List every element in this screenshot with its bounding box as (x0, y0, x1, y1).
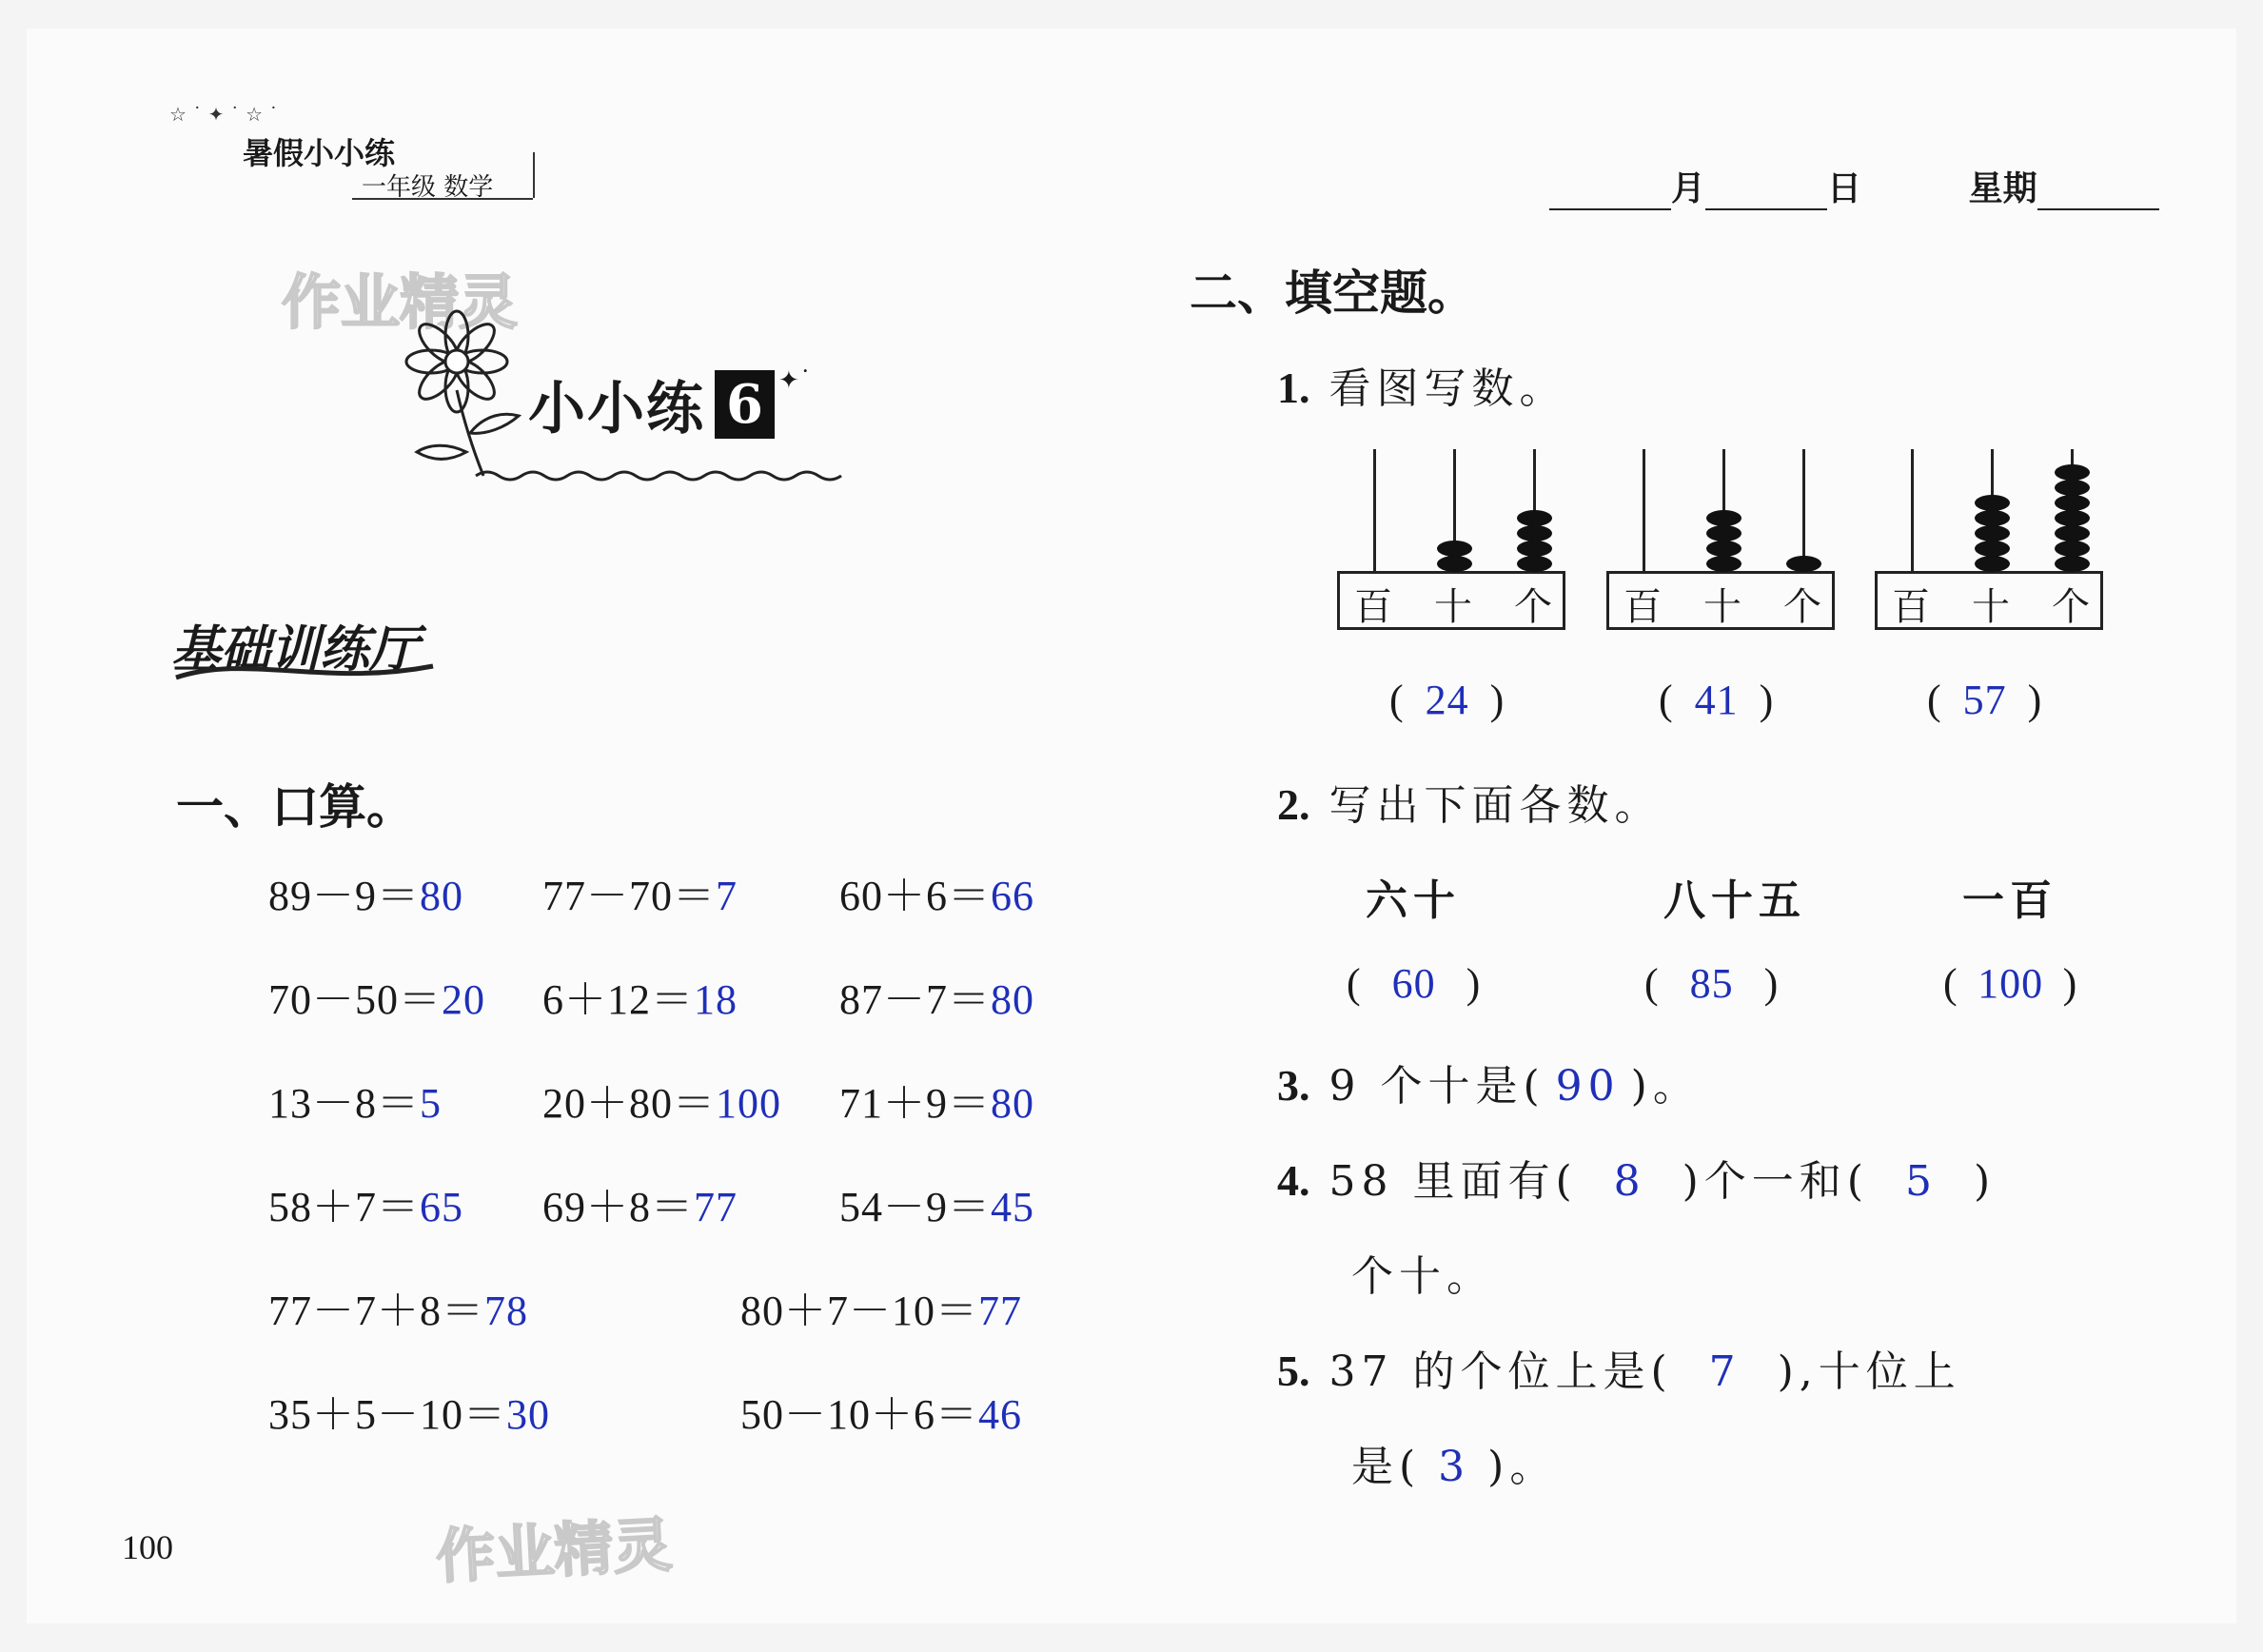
place-label: 个 (1783, 585, 1821, 629)
paren-close: ) (1489, 677, 1505, 723)
calc-expression: 58＋7＝ (268, 1184, 420, 1230)
abacus-bead (2055, 556, 2090, 572)
calc-answer[interactable]: 30 (506, 1391, 550, 1438)
q2-prompt (1277, 771, 1663, 832)
place-label: 十 (1703, 585, 1742, 629)
number-word: 六十 (1366, 876, 1461, 925)
number-answer-value[interactable]: 85 (1689, 960, 1734, 1007)
paren-open: ( (1943, 960, 1958, 1007)
paren-close: ) (1466, 960, 1482, 1007)
calc-answer[interactable]: 7 (716, 873, 738, 919)
calc-item (839, 1172, 1034, 1233)
abacus-bead (1975, 541, 2010, 557)
calc-expression: 60＋6＝ (839, 873, 991, 919)
q2-text: 写出下面各数。 (1328, 781, 1663, 830)
q5-mid: ),十位上 (1777, 1347, 1961, 1396)
banner-swoosh (171, 659, 438, 687)
abacus-bead (2055, 480, 2090, 496)
abacus-bead (1437, 556, 1472, 572)
calc-answer[interactable]: 5 (420, 1080, 442, 1127)
abacus-bead (1975, 525, 2010, 541)
calc-item (839, 1069, 1034, 1130)
weekday-blank[interactable] (2037, 180, 2159, 210)
calc-item (839, 965, 1034, 1026)
calc-answer[interactable]: 46 (978, 1391, 1022, 1438)
q5-line2 (1351, 1432, 1557, 1493)
paren-open: ( (1927, 677, 1942, 723)
calc-expression: 70－50＝ (268, 976, 442, 1023)
place-label: 个 (2052, 585, 2090, 629)
calc-answer[interactable]: 66 (991, 873, 1034, 919)
abacus-bead (2055, 495, 2090, 511)
number-word: 一百 (1962, 876, 2057, 925)
place-label: 百 (1892, 585, 1930, 629)
q5-answer-2[interactable]: 3 (1438, 1443, 1471, 1491)
q3-post: )。 (1630, 1062, 1701, 1111)
q3-answer[interactable]: 90 (1555, 1062, 1621, 1111)
subtitle: 一年级 数学 (362, 173, 494, 202)
q4-pre: 58 里面有( (1328, 1157, 1578, 1206)
calc-item (268, 1172, 463, 1233)
calc-item (839, 861, 1034, 922)
calc-expression: 71＋9＝ (839, 1080, 991, 1127)
day-label: 日 (1827, 169, 1862, 208)
calc-expression: 69＋8＝ (542, 1184, 694, 1230)
abacus-bead (1975, 556, 2010, 572)
q5-answer-1[interactable]: 7 (1708, 1347, 1742, 1396)
q4-answer-2[interactable]: 5 (1904, 1157, 1938, 1206)
calc-expression: 35＋5－10＝ (268, 1391, 506, 1438)
lesson-number: 6 (715, 370, 775, 439)
calc-answer[interactable]: 78 (484, 1288, 528, 1334)
month-label: 月 (1671, 169, 1706, 208)
calc-expression: 87－7＝ (839, 976, 991, 1023)
number-answer (1644, 959, 1779, 1008)
number-word: 八十五 (1663, 876, 1806, 925)
calc-answer[interactable]: 80 (991, 1080, 1034, 1127)
calc-answer[interactable]: 77 (978, 1288, 1022, 1334)
q5-line2-post: )。 (1487, 1443, 1558, 1491)
calc-answer[interactable]: 45 (991, 1184, 1034, 1230)
calc-item (542, 861, 738, 922)
calc-expression: 89－9＝ (268, 873, 420, 919)
calc-item (740, 1276, 1022, 1337)
calc-answer[interactable]: 80 (420, 873, 463, 919)
q5-line2-pre: 是( (1351, 1443, 1422, 1491)
place-label: 百 (1623, 585, 1662, 629)
abacus-rod (1643, 449, 1645, 573)
abacus-bead (1517, 510, 1552, 526)
q4-post: ) (1973, 1157, 1997, 1206)
abacus-answer (1659, 676, 1774, 724)
abacus-bead (2055, 541, 2090, 557)
abacus-bead (1706, 525, 1742, 541)
paren-open: ( (1644, 960, 1660, 1007)
calc-item (268, 861, 463, 922)
header-divider (352, 198, 533, 200)
calc-item (268, 965, 485, 1026)
calc-item (268, 1069, 442, 1130)
calc-item (542, 1069, 781, 1130)
q4-line2: 个十。 (1351, 1252, 1494, 1301)
calc-expression: 50－10＋6＝ (740, 1391, 978, 1438)
abacus-answer-value[interactable]: 24 (1425, 677, 1469, 723)
calc-item (268, 1276, 528, 1337)
lesson-title-badge (528, 364, 812, 445)
calc-item (542, 965, 738, 1026)
calc-expression: 13－8＝ (268, 1080, 420, 1127)
q4-line (1277, 1147, 1996, 1208)
calc-item (268, 1380, 550, 1441)
paren-close: ) (1763, 960, 1780, 1007)
abacus-bead (1437, 541, 1472, 557)
place-label: 十 (1434, 585, 1472, 629)
header-divider-vertical (533, 152, 535, 198)
calc-answer[interactable]: 18 (694, 976, 738, 1023)
q5-line (1277, 1337, 1961, 1398)
abacus-answer (1927, 676, 2042, 724)
calc-answer[interactable]: 20 (442, 976, 485, 1023)
q1-text: 看图写数。 (1328, 364, 1567, 413)
sparkle-icon: ✦˙ (777, 366, 812, 395)
calc-answer[interactable]: 80 (991, 976, 1034, 1023)
q1-prompt (1277, 354, 1567, 415)
abacus-bead (1517, 525, 1552, 541)
calc-item (542, 1172, 738, 1233)
month-blank[interactable] (1549, 180, 1671, 210)
place-label: 百 (1354, 585, 1392, 629)
abacus-bead (1975, 495, 2010, 511)
abacus-bead (1517, 541, 1552, 557)
day-blank[interactable] (1705, 180, 1827, 210)
abacus-answer (1389, 676, 1505, 724)
number-answer (1347, 959, 1481, 1008)
paren-close: ) (2027, 677, 2043, 723)
calc-expression: 77－7＋8＝ (268, 1288, 484, 1334)
calc-answer[interactable]: 77 (694, 1184, 738, 1230)
q3-number: 3. (1277, 1061, 1310, 1110)
stars-decoration: ☆ ˙ ✦ ˙ ☆ ˙ (169, 103, 279, 126)
page-number: 100 (122, 1528, 173, 1566)
number-answer (1943, 959, 2077, 1008)
q2-number: 2. (1277, 780, 1310, 829)
q4-mid: )个一和( (1682, 1157, 1869, 1206)
calc-answer[interactable]: 65 (420, 1184, 463, 1230)
watermark-top: 作业精灵 (282, 267, 519, 337)
calc-item (740, 1380, 1022, 1441)
lesson-title: 小小练 (528, 376, 705, 442)
abacus-bead (2055, 510, 2090, 526)
q4-answer-1[interactable]: 8 (1613, 1157, 1646, 1206)
abacus-rod (1911, 449, 1914, 573)
paren-close: ) (2062, 960, 2078, 1007)
abacus-answer-value[interactable]: 41 (1694, 677, 1739, 723)
q5-number: 5. (1277, 1347, 1310, 1395)
paren-close: ) (1759, 677, 1775, 723)
section2-title: 二、填空题。 (1190, 266, 1475, 321)
abacus-rod (1802, 449, 1805, 573)
number-answer-value[interactable]: 100 (1978, 960, 2044, 1007)
abacus-bead (1786, 556, 1821, 572)
abacus-bead (1706, 556, 1742, 572)
abacus-bead (2055, 525, 2090, 541)
abacus-rod (1373, 449, 1376, 573)
q3-line (1277, 1052, 1701, 1112)
paren-open: ( (1347, 960, 1362, 1007)
place-label: 个 (1514, 585, 1552, 629)
section1-title: 一、口算。 (176, 779, 414, 835)
place-label: 十 (1972, 585, 2010, 629)
abacus-answer-value[interactable]: 57 (1962, 677, 2007, 723)
section-banner-text: 基础训练厅 (171, 621, 420, 678)
weekday-label: 星期 (1968, 169, 2037, 208)
abacus-bead (1975, 510, 2010, 526)
q5-pre: 37 的个位上是( (1328, 1347, 1673, 1396)
abacus-bead (1706, 510, 1742, 526)
calc-expression: 20＋80＝ (542, 1080, 716, 1127)
q1-number: 1. (1277, 364, 1310, 412)
calc-expression: 54－9＝ (839, 1184, 991, 1230)
series-title: 暑假小小练 (243, 135, 396, 171)
section-banner (171, 609, 419, 680)
abacus-bead (1517, 556, 1552, 572)
q3-pre: 9 个十是( (1328, 1062, 1545, 1111)
date-line (1549, 162, 2159, 210)
calc-expression: 80＋7－10＝ (740, 1288, 978, 1334)
watermark-bottom: 作业精灵 (434, 1509, 675, 1592)
number-answer-value[interactable]: 60 (1391, 960, 1436, 1007)
abacus-bead (1706, 541, 1742, 557)
calc-expression: 6＋12＝ (542, 976, 694, 1023)
q4-number: 4. (1277, 1156, 1310, 1205)
calc-answer[interactable]: 100 (716, 1080, 781, 1127)
abacus-bead (2055, 464, 2090, 481)
paren-open: ( (1389, 677, 1405, 723)
calc-expression: 77－70＝ (542, 873, 716, 919)
paren-open: ( (1659, 677, 1674, 723)
